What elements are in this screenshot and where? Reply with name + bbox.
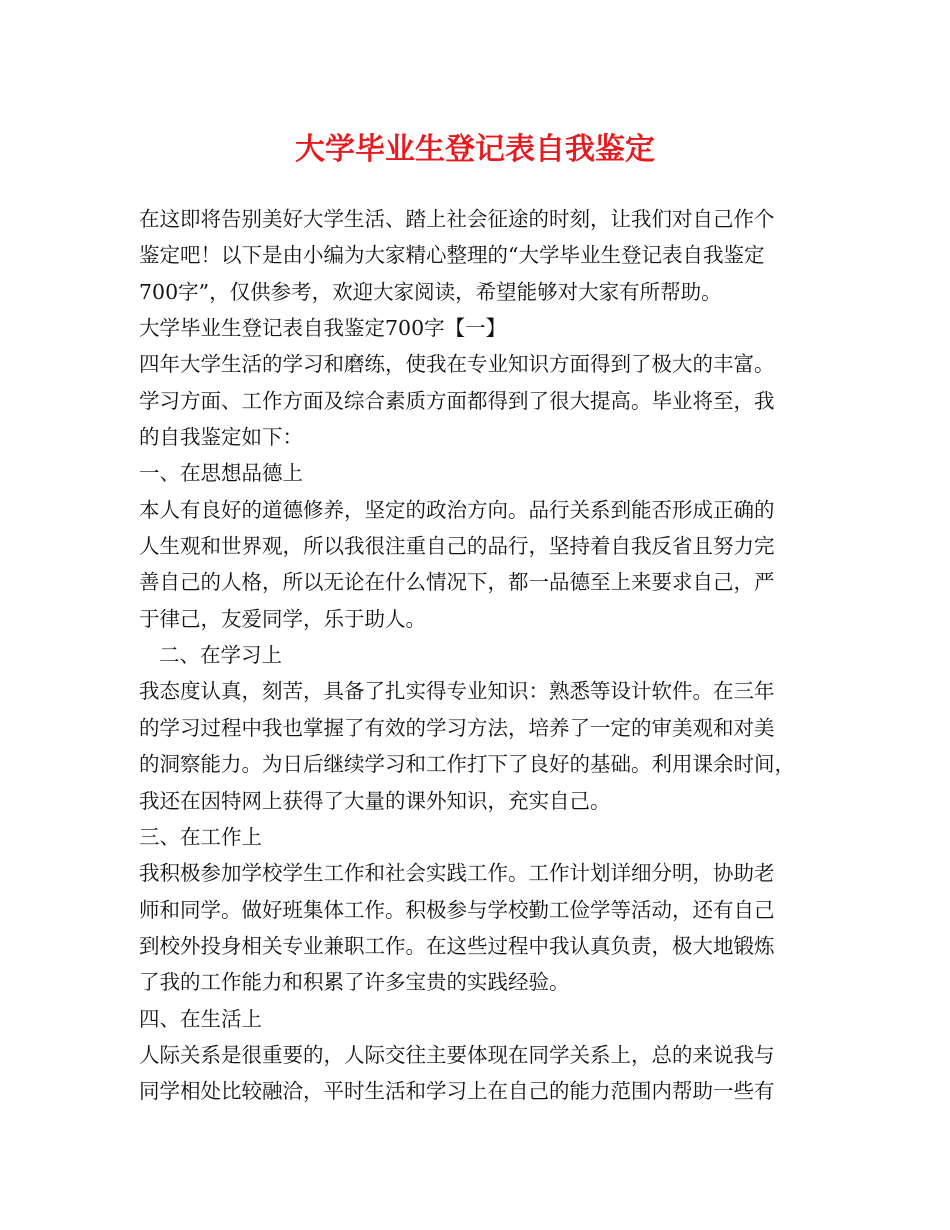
body-line: 人生观和世界观，所以我很注重自己的品行，坚持着自我反省且努力完 (139, 534, 775, 559)
section-heading-one: 大学毕业生登记表自我鉴定700字【一】 (139, 316, 507, 341)
subheading-morality: 一、在思想品德上 (139, 461, 303, 486)
document-body (139, 201, 839, 1110)
subheading-study: 二、在学习上 (159, 643, 282, 668)
body-line: 的自我鉴定如下： (139, 425, 303, 450)
body-line: 四年大学生活的学习和磨练，使我在专业知识方面得到了极大的丰富。 (139, 352, 775, 377)
body-line: 到校外投身相关专业兼职工作。在这些过程中我认真负责，极大地锻炼 (139, 933, 775, 958)
body-line: 我态度认真，刻苦，具备了扎实得专业知识：熟悉等设计软件。在三年 (139, 679, 775, 704)
body-line: 善自己的人格，所以无论在什么情况下，都一品德至上来要求自己，严 (139, 570, 775, 595)
body-line: 700字”，仅供参考，欢迎大家阅读，希望能够对大家有所帮助。 (139, 279, 722, 304)
body-line: 同学相处比较融洽，平时生活和学习上在自己的能力范围内帮助一些有 (139, 1079, 775, 1104)
subheading-life: 四、在生活上 (139, 1006, 262, 1031)
body-line: 学习方面、工作方面及综合素质方面都得到了很大提高。毕业将至，我 (139, 388, 775, 413)
body-line: 鉴定吧！以下是由小编为大家精心整理的“大学毕业生登记表自我鉴定 (139, 243, 765, 268)
document-title: 大学毕业生登记表自我鉴定 (295, 132, 655, 167)
subheading-work: 三、在工作上 (139, 824, 262, 849)
body-line: 于律己，友爱同学，乐于助人。 (139, 606, 426, 631)
body-line: 的学习过程中我也掌握了有效的学习方法，培养了一定的审美观和对美 (139, 715, 775, 740)
body-line: 了我的工作能力和积累了许多宝贵的实践经验。 (139, 970, 570, 995)
body-line: 在这即将告别美好大学生活、踏上社会征途的时刻，让我们对自己作个 (139, 207, 775, 231)
body-line: 我积极参加学校学生工作和社会实践工作。工作计划详细分明，协助老 (139, 861, 775, 886)
body-line: 本人有良好的道德修养，坚定的政治方向。品行关系到能否形成正确的 (139, 497, 775, 522)
body-line: 师和同学。做好班集体工作。积极参与学校勤工俭学等活动，还有自己 (139, 897, 775, 922)
body-line: 我还在因特网上获得了大量的课外知识，充实自己。 (139, 788, 611, 813)
body-line: 的洞察能力。为日后继续学习和工作打下了良好的基础。利用课余时间， (139, 752, 795, 777)
body-line: 人际关系是很重要的，人际交往主要体现在同学关系上，总的来说我与 (139, 1042, 775, 1067)
